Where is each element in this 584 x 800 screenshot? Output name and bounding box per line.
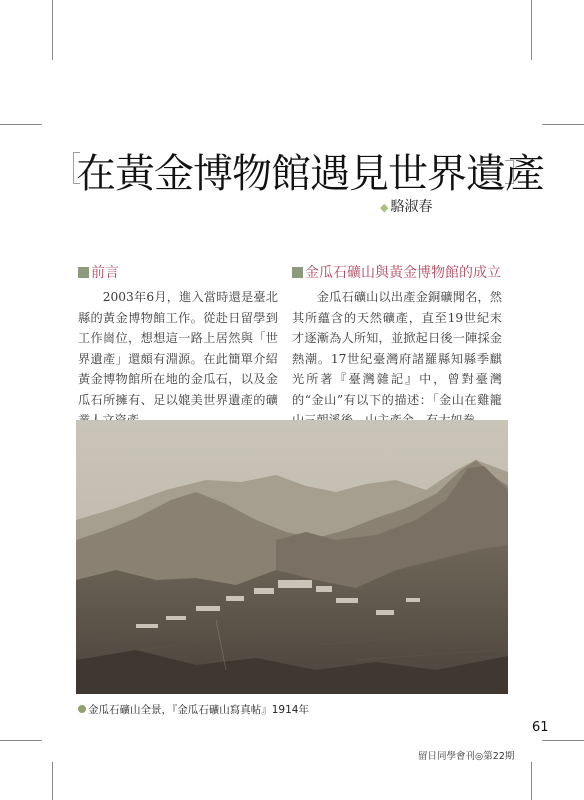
crop-mark-left-h-bottom [0, 740, 42, 741]
crop-mark-left-h [0, 124, 42, 125]
mine-body [292, 287, 502, 431]
publication-footer: 留日同學會刊◎第22期 [418, 751, 515, 762]
crop-mark-right-h [542, 124, 584, 125]
page-number: 61 [532, 720, 549, 735]
bullet-dot-icon [78, 705, 86, 713]
crop-mark-bottom-left-v [52, 762, 53, 800]
intro-body [78, 287, 278, 431]
section-heading-mine-museum: 金瓜石礦山與黃金博物館的成立 [292, 262, 501, 282]
crop-mark-top-left-v [52, 0, 53, 60]
historic-mine-photo [76, 420, 508, 694]
paragraph: 金瓜石礦山以出產金銅礦聞名，然其所蘊含的天然礦產，直至19世紀末才逐漸為人所知，並掀起日後一陣採金熱潮。17世紀臺灣府諸羅縣知縣季麒光所著『臺灣雜記』中，曾對臺灣的“金山”有以下的描述：「金山在雞籠 [292, 290, 502, 407]
author-name: 駱淑春 [390, 199, 433, 215]
author-byline [380, 196, 432, 216]
crop-mark-right-h-bottom [542, 740, 584, 741]
paragraph: 2003年6月，進入當時還是臺北縣的黃金博物館工作。從赴日留學到工作崗位，想想這一路上居然與「世界遺產」還頗有淵源。在此簡單介紹黃金博物館所在地的金瓜石，以及金瓜石所擁有、足以媲美世界遺產的礦 [78, 290, 278, 407]
photo-caption: 金瓜石礦山全景，『金瓜石礦山寫真帖』1914年 [78, 702, 309, 717]
diamond-icon: ◆ [380, 201, 389, 214]
section-heading-intro: 前言 [78, 262, 119, 282]
article-title: 在黃金博物館遇見世界遺產 [76, 151, 544, 197]
mountain-landscape-image [76, 420, 508, 694]
square-bullet-icon [78, 267, 89, 278]
square-bullet-icon [292, 267, 303, 278]
crop-mark-top-right-v [531, 0, 532, 60]
crop-mark-bottom-right-v [531, 762, 532, 800]
